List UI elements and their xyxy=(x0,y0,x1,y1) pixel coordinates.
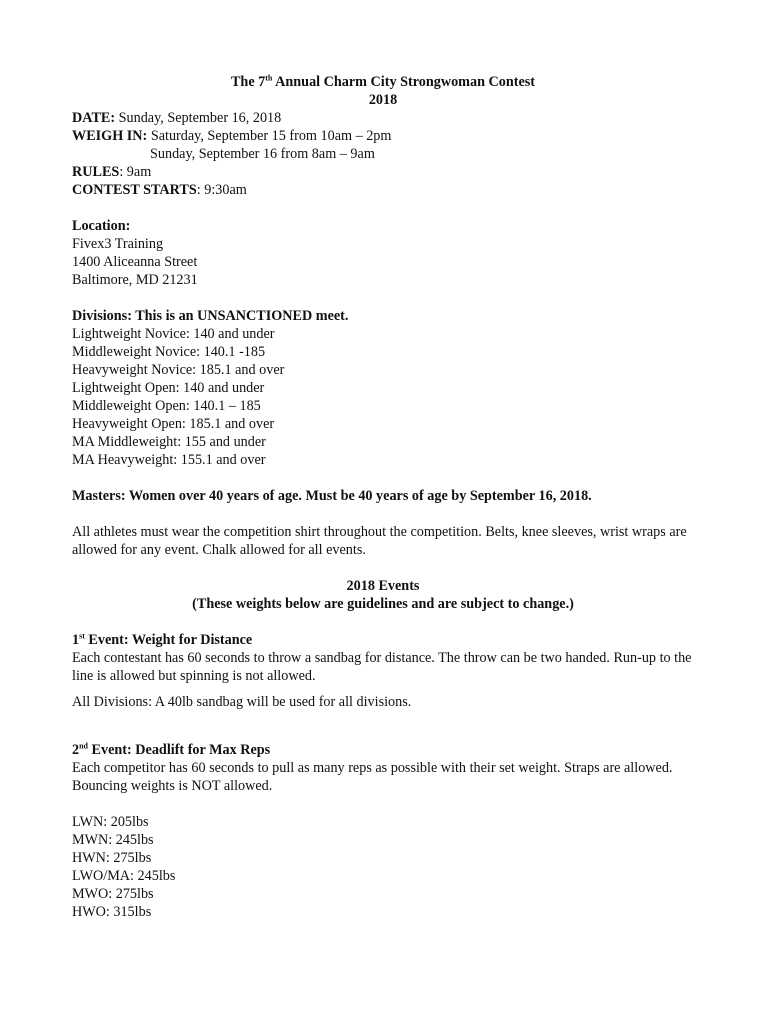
event-2-superscript: nd xyxy=(79,741,88,751)
events-subtitle: (These weights below are guidelines and are subject to change.) xyxy=(192,596,574,612)
divisions-label: Divisions: This is an UNSANCTIONED meet. xyxy=(72,308,349,324)
date-line xyxy=(72,109,694,127)
event-2-number: 2 xyxy=(72,742,80,758)
contest-starts-label: CONTEST STARTS xyxy=(72,182,197,198)
division-item: Middleweight Novice: 140.1 -185 xyxy=(72,344,266,360)
division-item: MA Heavyweight: 155.1 and over xyxy=(72,452,266,468)
weight-item: MWN: 245lbs xyxy=(72,832,154,848)
rules-label: RULES xyxy=(72,164,120,180)
title-text-post: Annual Charm City Strongwoman Contest xyxy=(272,74,536,90)
events-title: 2018 Events xyxy=(346,578,420,594)
title-superscript: th xyxy=(265,73,273,83)
document-page xyxy=(72,73,694,921)
location-line: Baltimore, MD 21231 xyxy=(72,272,198,288)
location-block xyxy=(72,217,694,289)
weight-item: LWO/MA: 245lbs xyxy=(72,868,176,884)
location-line: 1400 Aliceanna Street xyxy=(72,254,198,270)
event-2-description: Each competitor has 60 seconds to pull as many reps as possible with their set weight. Straps are allowed. Bouncing weights is NOT allowed. xyxy=(72,760,673,794)
schedule-block xyxy=(72,109,694,199)
divisions-block xyxy=(72,307,694,469)
document-year: 2018 xyxy=(368,92,398,108)
division-item: Lightweight Novice: 140 and under xyxy=(72,326,275,342)
contest-starts-line xyxy=(72,181,694,199)
equipment-rules-text: All athletes must wear the competition shirt throughout the competition. Belts, knee sleeves, wrist wraps are allowed for any event. Chalk allowed for all events. xyxy=(72,524,687,558)
weight-item: HWO: 315lbs xyxy=(72,904,152,920)
event-1-title xyxy=(72,631,694,649)
title-text-pre: The 7 xyxy=(230,74,266,90)
division-item: Heavyweight Open: 185.1 and over xyxy=(72,416,275,432)
weight-item: MWO: 275lbs xyxy=(72,886,154,902)
event-1-description: Each contestant has 60 seconds to throw a sandbag for distance. The throw can be two handed. Run-up to the line is allowed but spinning is not allowed. xyxy=(72,650,692,684)
event-2-title-text: Event: Deadlift for Max Reps xyxy=(88,742,271,758)
rules-value: : 9am xyxy=(119,164,152,180)
rules-line xyxy=(72,163,694,181)
masters-note: Masters: Women over 40 years of age. Must be 40 years of age by September 16, 2018. xyxy=(72,488,592,504)
division-item: Heavyweight Novice: 185.1 and over xyxy=(72,362,285,378)
event-1-title-text: Event: Weight for Distance xyxy=(84,632,253,648)
date-label: DATE: xyxy=(72,110,116,126)
document-title xyxy=(72,73,694,91)
location-line: Fivex3 Training xyxy=(72,236,164,252)
event-1-number: 1 xyxy=(72,632,80,648)
division-item: MA Middleweight: 155 and under xyxy=(72,434,266,450)
event-1-note: All Divisions: A 40lb sandbag will be used for all divisions. xyxy=(72,694,412,710)
event-2-title xyxy=(72,741,694,759)
weigh-in-line-2: Sunday, September 16 from 8am – 9am xyxy=(150,146,375,162)
date-value: Sunday, September 16, 2018 xyxy=(115,110,282,126)
location-label: Location: xyxy=(72,218,131,234)
event-2-block xyxy=(72,741,694,921)
event-1-superscript: st xyxy=(79,631,85,641)
weigh-in-label: WEIGH IN: xyxy=(72,128,148,144)
weigh-in-value-1: Saturday, September 15 from 10am – 2pm xyxy=(147,128,392,144)
weight-item: LWN: 205lbs xyxy=(72,814,149,830)
weigh-in-line xyxy=(72,127,694,145)
division-item: Lightweight Open: 140 and under xyxy=(72,380,265,396)
event-1-block xyxy=(72,631,694,711)
contest-starts-value: : 9:30am xyxy=(196,182,247,198)
division-item: Middleweight Open: 140.1 – 185 xyxy=(72,398,261,414)
weight-item: HWN: 275lbs xyxy=(72,850,152,866)
